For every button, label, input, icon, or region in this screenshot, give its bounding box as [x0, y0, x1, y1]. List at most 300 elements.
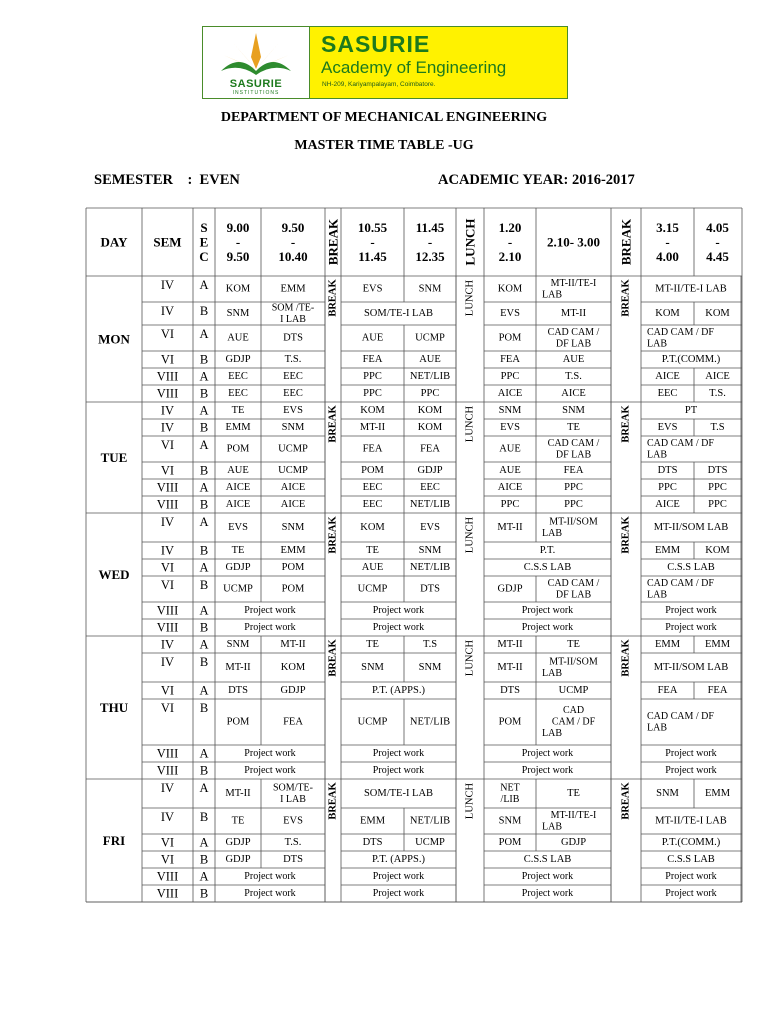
subject-cell: SNM [418, 545, 442, 556]
subject-cell: DTS [283, 332, 303, 344]
subject-cell: UCMP [357, 716, 388, 728]
subject-cell: POM [281, 562, 305, 573]
subject-cell: AICE [280, 499, 306, 510]
project-work-cell: Project work [665, 748, 717, 759]
row-section: B [199, 852, 209, 867]
subject-cell: C.S.S LAB [667, 562, 715, 573]
subject-cell: KOM [417, 422, 443, 433]
subject-cell: UCMP [558, 685, 589, 696]
project-work-cell: Project work [372, 871, 425, 882]
subject-cell: T.S. [284, 837, 302, 848]
subject-cell: T.S. [565, 371, 582, 382]
subject-cell: NET/LIB [409, 562, 451, 573]
subject-cell: FEA [500, 354, 520, 365]
subject-cell: AUE [361, 332, 384, 344]
subject-cell: LAB [542, 821, 562, 833]
project-work-cell: Project work [244, 748, 296, 759]
subject-cell: CAD CAM / DF [647, 326, 714, 338]
row-section: B [199, 497, 209, 512]
row-semester: VI [160, 683, 175, 698]
subject-cell: SNM [281, 522, 305, 533]
row-semester: VIII [156, 369, 179, 384]
subject-cell: GDJP [225, 562, 251, 573]
header-period-p5: 2.10 [498, 249, 522, 264]
subject-cell: GDJP [225, 854, 251, 865]
subject-cell: TE [567, 422, 580, 433]
header-period-p7: 3.15 [656, 220, 679, 235]
row-section: B [199, 386, 209, 401]
row-section: A [199, 683, 209, 698]
subject-cell: CAD CAM / DF [647, 710, 714, 722]
subject-cell: UCMP [357, 583, 388, 595]
header-period-p2: 9.50 [281, 220, 305, 235]
subject-cell: MT-II/TE-I [550, 809, 597, 821]
header-period-p6: 2.10- 3.00 [546, 234, 601, 250]
subject-cell: EEC [362, 482, 383, 493]
subject-cell: LAB [542, 667, 562, 679]
row-section: A [199, 835, 209, 850]
subject-cell: LAB [542, 728, 562, 739]
subject-cell: PPC [500, 499, 520, 510]
subject-cell: KOM [360, 405, 385, 416]
subject-cell: DTS [420, 583, 440, 595]
subject-cell: PPC [708, 499, 727, 510]
timetable-grid [85, 207, 743, 903]
header-sem: SEM [153, 234, 182, 250]
department-heading: DEPARTMENT OF MECHANICAL ENGINEERING [220, 110, 548, 125]
break-label: BREAK [327, 782, 339, 820]
subject-cell: POM [498, 716, 522, 728]
subject-cell: NET/LIB [409, 815, 451, 827]
subject-cell: AICE [497, 388, 523, 399]
subject-cell: /LIB [500, 793, 520, 805]
header-period-p4: 12.35 [415, 249, 445, 264]
subject-cell: UCMP [223, 583, 253, 595]
row-semester: VIII [156, 480, 179, 495]
subject-cell: AICE [497, 482, 523, 493]
subject-cell: POM [361, 465, 384, 476]
row-semester: VIII [156, 746, 179, 761]
break-label: BREAK [327, 405, 339, 443]
subject-cell: FEA [283, 716, 303, 728]
subject-cell: SNM [226, 639, 250, 650]
row-semester: IV [160, 515, 175, 529]
subject-cell: AUE [227, 465, 249, 476]
subject-cell: FEA [362, 443, 383, 455]
subject-cell: EVS [657, 422, 678, 433]
lunch-label: LUNCH [464, 279, 476, 317]
project-work-cell: Project work [665, 871, 717, 882]
subject-cell: KOM [280, 662, 306, 673]
header-period-p7: 4.00 [656, 249, 679, 264]
subject-cell: CAM / DF [551, 716, 596, 728]
row-semester: VIII [156, 869, 179, 884]
row-section: A [199, 327, 209, 341]
subject-cell: MT-II [359, 422, 386, 433]
subject-cell: DTS [707, 465, 728, 476]
row-section: A [199, 869, 209, 884]
project-work-cell: Project work [521, 888, 574, 899]
subject-cell: AUE [499, 443, 521, 455]
day-label-tue: TUE [100, 450, 128, 465]
subject-cell: EVS [228, 522, 248, 533]
subject-cell: DF LAB [555, 589, 592, 601]
row-semester: VI [160, 578, 175, 592]
subject-cell: TE [567, 788, 580, 799]
subject-cell: AUE [562, 354, 585, 365]
row-semester: VIII [156, 386, 179, 401]
row-semester: VI [160, 852, 175, 867]
subject-cell: MT-II/SOM LAB [653, 522, 729, 533]
subject-cell: PPC [500, 371, 520, 382]
subject-cell: EEC [657, 388, 678, 399]
row-semester: VIII [156, 763, 179, 778]
subject-cell: LAB [647, 449, 667, 461]
row-semester: VI [160, 701, 175, 715]
subject-cell: DTS [500, 685, 520, 696]
header-period-p1: 9.50 [226, 249, 250, 264]
subject-cell: TE [366, 545, 379, 556]
header-sec: E [199, 234, 209, 250]
subject-cell: DTS [283, 854, 303, 865]
subject-cell: CAD CAM / [547, 326, 600, 338]
row-semester: IV [160, 543, 175, 558]
subject-cell: SNM [656, 788, 679, 799]
subject-cell: POM [226, 443, 250, 455]
row-section: A [199, 781, 209, 795]
subject-cell: KOM [705, 308, 730, 319]
row-section: A [199, 515, 209, 529]
subject-cell: KOM [417, 405, 443, 416]
lunch-label: LUNCH [464, 405, 476, 443]
day-label-thu: THU [99, 700, 129, 715]
subject-cell: GDJP [280, 685, 306, 696]
row-section: B [199, 886, 209, 901]
subject-cell: AUE [361, 562, 384, 573]
project-work-cell: Project work [521, 622, 574, 633]
subject-cell: TE [231, 545, 245, 556]
header-period-p7: - [665, 234, 670, 250]
subject-cell: EVS [420, 522, 440, 533]
break-label: BREAK [620, 516, 632, 554]
lunch-label: LUNCH [464, 639, 476, 677]
header-period-p2: - [290, 234, 296, 250]
subject-cell: POM [498, 332, 522, 344]
subject-cell: EVS [362, 283, 383, 295]
subject-cell: KOM [360, 522, 385, 533]
subject-cell: SOM /TE- [271, 302, 315, 314]
logo-institution-subtitle: Academy of Engineering [321, 58, 507, 77]
row-semester: VIII [156, 886, 179, 901]
subject-cell: GDJP [225, 354, 251, 365]
project-work-cell: Project work [521, 871, 574, 882]
subject-cell: EMM [704, 639, 731, 650]
row-section: B [199, 463, 209, 478]
row-semester: IV [160, 278, 175, 292]
row-section: B [199, 655, 209, 669]
logo-institution-name: SASURIE [321, 31, 431, 57]
project-work-cell: Project work [244, 605, 296, 616]
academic-year-label: ACADEMIC YEAR: 2016-2017 [438, 172, 635, 188]
header-break-afternoon: BREAK [618, 218, 634, 266]
project-work-cell: Project work [372, 888, 425, 899]
row-section: A [199, 637, 209, 652]
subject-cell: AICE [561, 388, 586, 399]
document-title: MASTER TIME TABLE -UG [294, 138, 474, 153]
lunch-label: LUNCH [464, 516, 476, 554]
header-period-p5: 1.20 [498, 220, 522, 235]
subject-cell: I LAB [280, 793, 306, 805]
project-work-cell: Project work [665, 888, 717, 899]
subject-cell: EMM [359, 815, 386, 827]
header-period-p3: - [370, 234, 375, 250]
row-semester: VI [160, 835, 175, 850]
subject-cell: EMM [225, 422, 251, 433]
subject-cell: EMM [280, 545, 306, 556]
subject-cell: T.S. [284, 354, 302, 365]
subject-cell: KOM [497, 283, 523, 295]
logo-address: NH-209, Kariyampalayam, Coimbatore. [322, 81, 436, 88]
subject-cell: AICE [225, 499, 251, 510]
subject-cell: EEC [362, 499, 383, 510]
row-section: B [199, 578, 209, 592]
row-section: A [199, 403, 209, 418]
row-section: A [199, 369, 209, 384]
break-label: BREAK [327, 516, 339, 554]
semester-label: SEMESTER : EVEN [94, 172, 240, 188]
subject-cell: PPC [420, 388, 440, 399]
row-section: B [199, 543, 209, 558]
subject-cell: TE [366, 639, 379, 650]
subject-cell: MT-II/SOM LAB [653, 662, 729, 673]
subject-cell: AICE [705, 371, 730, 382]
subject-cell: DF LAB [555, 338, 592, 350]
subject-cell: P.T.(COMM.) [661, 354, 721, 365]
subject-cell: NET/LIB [409, 499, 451, 510]
subject-cell: KOM [655, 308, 680, 319]
subject-cell: C.S.S LAB [523, 854, 572, 865]
header-period-p1: 9.00 [226, 220, 250, 235]
subject-cell: AUE [499, 465, 521, 476]
project-work-cell: Project work [372, 605, 425, 616]
subject-cell: PT [684, 405, 698, 416]
subject-cell: POM [281, 583, 305, 595]
subject-cell: CAD [562, 705, 585, 716]
subject-cell: MT-II [560, 308, 587, 319]
subject-cell: DTS [657, 465, 678, 476]
subject-cell: KOM [705, 545, 730, 556]
row-section: B [199, 701, 209, 715]
subject-cell: DTS [362, 837, 383, 848]
subject-cell: MT-II [225, 662, 251, 673]
subject-cell: SNM [498, 815, 522, 827]
subject-cell: AUE [419, 354, 441, 365]
subject-cell: SNM [281, 422, 305, 433]
subject-cell: GDJP [560, 837, 587, 848]
subject-cell: DF LAB [555, 449, 592, 461]
subject-cell: SOM/TE- [273, 782, 313, 794]
subject-cell: UCMP [415, 332, 445, 344]
subject-cell: P.T. (APPS.) [372, 854, 425, 865]
project-work-cell: Project work [244, 622, 296, 633]
row-section: B [199, 810, 209, 824]
subject-cell: CAD CAM / [547, 437, 600, 449]
subject-cell: AICE [655, 499, 680, 510]
row-section: A [199, 438, 209, 452]
subject-cell: SNM [226, 308, 250, 319]
header-period-p1: - [235, 234, 241, 250]
subject-cell: UCMP [278, 443, 308, 455]
header-period-p2: 10.40 [278, 249, 308, 264]
subject-cell: FEA [362, 354, 383, 365]
subject-cell: T.S. [709, 388, 726, 399]
subject-cell: EMM [280, 283, 306, 295]
break-label: BREAK [620, 782, 632, 820]
subject-cell: C.S.S LAB [667, 854, 715, 865]
subject-cell: EEC [228, 371, 248, 382]
subject-cell: LAB [542, 289, 562, 301]
subject-cell: PPC [658, 482, 677, 493]
row-section: B [199, 620, 209, 635]
subject-cell: PPC [708, 482, 727, 493]
row-semester: IV [160, 810, 175, 824]
project-work-cell: Project work [521, 605, 574, 616]
row-section: A [199, 278, 209, 292]
header-break-morning: BREAK [325, 218, 341, 266]
break-label: BREAK [620, 405, 632, 443]
row-section: A [199, 603, 209, 618]
row-section: B [199, 352, 209, 367]
subject-cell: EEC [283, 388, 303, 399]
subject-cell: FEA [707, 685, 728, 696]
project-work-cell: Project work [244, 765, 296, 776]
logo-brand-small: SASURIE [229, 78, 283, 90]
subject-cell: LAB [647, 722, 667, 734]
project-work-cell: Project work [521, 765, 574, 776]
row-section: B [199, 304, 209, 318]
subject-cell: PPC [564, 499, 583, 510]
row-section: B [199, 763, 209, 778]
subject-cell: MT-II/TE-I LAB [655, 815, 727, 827]
row-section: A [199, 560, 209, 575]
row-semester: VI [160, 438, 175, 452]
lotus-emblem [203, 27, 310, 98]
subject-cell: PPC [363, 388, 382, 399]
header-period-p3: 11.45 [358, 249, 387, 264]
subject-cell: TE [231, 815, 245, 827]
subject-cell: PPC [564, 482, 583, 493]
header-period-p4: - [427, 234, 433, 250]
subject-cell: EMM [654, 639, 681, 650]
row-section: A [199, 746, 209, 761]
project-work-cell: Project work [665, 765, 717, 776]
row-semester: VIII [156, 603, 179, 618]
subject-cell: UCMP [415, 837, 445, 848]
subject-cell: MT-II [497, 639, 523, 650]
row-section: B [199, 420, 209, 435]
subject-cell: MT-II [497, 522, 523, 533]
header-period-p8: 4.45 [706, 249, 729, 264]
subject-cell: SNM [361, 662, 384, 673]
row-semester: IV [160, 420, 175, 435]
subject-cell: CAD CAM / [547, 577, 600, 589]
row-semester: VI [160, 327, 175, 341]
row-semester: VI [160, 352, 175, 367]
subject-cell: MT-II [280, 639, 306, 650]
project-work-cell: Project work [244, 888, 296, 899]
project-work-cell: Project work [372, 748, 425, 759]
row-semester: IV [160, 637, 175, 652]
project-work-cell: Project work [665, 622, 717, 633]
header-day: DAY [100, 234, 128, 250]
lunch-label: LUNCH [464, 782, 476, 820]
institution-logo [202, 26, 568, 99]
header-period-p5: - [507, 234, 513, 250]
subject-cell: MT-II [497, 662, 523, 673]
row-semester: IV [160, 304, 175, 318]
header-lunch: LUNCH [462, 218, 478, 266]
subject-cell: NET [500, 782, 520, 794]
subject-cell: TE [567, 639, 580, 650]
subject-cell: P.T. [539, 545, 556, 556]
subject-cell: GDJP [417, 465, 443, 476]
subject-cell: LAB [647, 338, 667, 350]
day-label-fri: FRI [102, 833, 126, 848]
subject-cell: CAD CAM / DF [647, 577, 714, 589]
subject-cell: AICE [655, 371, 680, 382]
subject-cell: EMM [704, 788, 731, 799]
subject-cell: GDJP [497, 583, 523, 595]
subject-cell: NET/LIB [409, 371, 451, 382]
subject-cell: LAB [542, 527, 562, 539]
project-work-cell: Project work [521, 748, 574, 759]
header-period-p8: - [715, 234, 720, 250]
subject-cell: I LAB [280, 313, 306, 325]
row-semester: IV [160, 781, 175, 795]
subject-cell: GDJP [225, 837, 251, 848]
subject-cell: MT-II [225, 788, 251, 799]
subject-cell: TE [231, 405, 245, 416]
subject-cell: SNM [418, 283, 442, 295]
subject-cell: PPC [363, 371, 382, 382]
project-work-cell: Project work [665, 605, 717, 616]
subject-cell: EVS [500, 422, 520, 433]
row-semester: VIII [156, 620, 179, 635]
subject-cell: AUE [227, 332, 249, 344]
break-label: BREAK [327, 279, 339, 317]
subject-cell: SNM [498, 405, 522, 416]
subject-cell: T.S [710, 422, 725, 433]
row-semester: IV [160, 403, 175, 418]
header-period-p3: 10.55 [357, 220, 388, 235]
subject-cell: MT-II/TE-I [550, 277, 597, 289]
subject-cell: POM [498, 837, 522, 848]
subject-cell: P.T.(COMM.) [661, 837, 721, 848]
subject-cell: KOM [225, 283, 251, 295]
day-label-wed: WED [98, 567, 130, 582]
header-period-p8: 4.05 [706, 220, 729, 235]
subject-cell: EEC [283, 371, 303, 382]
subject-cell: FEA [420, 443, 440, 455]
subject-cell: POM [226, 716, 250, 728]
subject-cell: SNM [562, 405, 585, 416]
break-label: BREAK [327, 639, 339, 677]
row-section: A [199, 480, 209, 495]
header-period-p4: 11.45 [415, 220, 445, 235]
subject-cell: UCMP [278, 465, 308, 476]
project-work-cell: Project work [372, 622, 425, 633]
subject-cell: T.S [422, 639, 438, 650]
